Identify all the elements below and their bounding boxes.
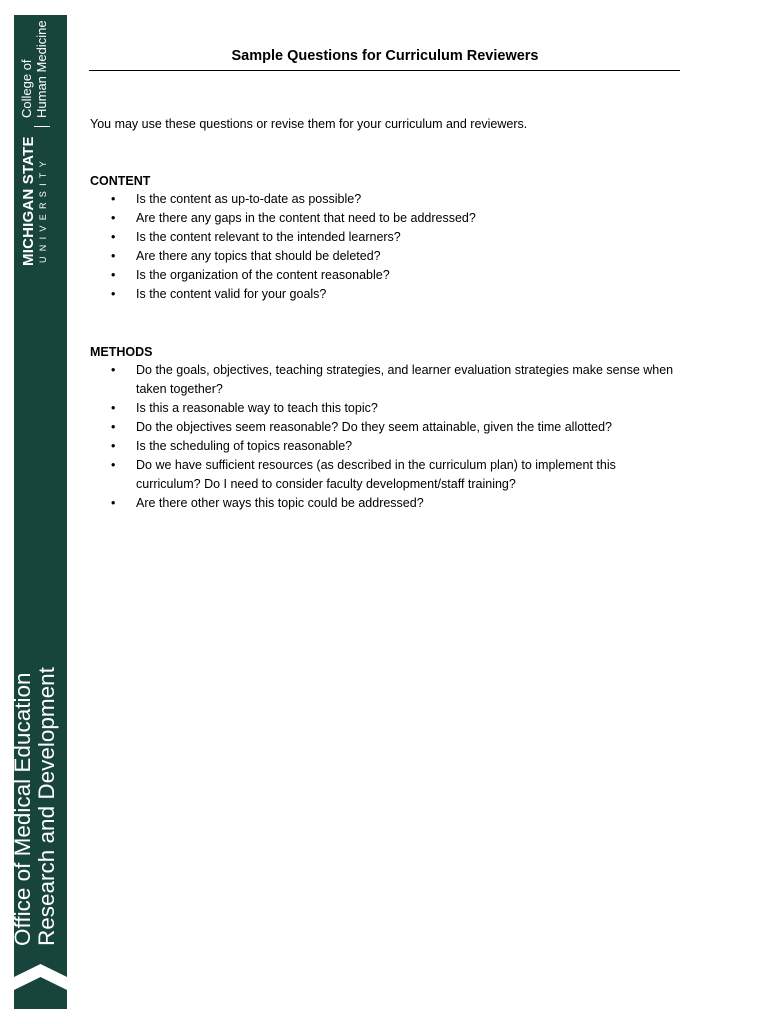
bullet: • — [111, 496, 116, 510]
methods-question-list — [90, 361, 680, 513]
list-item: • Is the content relevant to the intended learners? — [90, 228, 680, 247]
bullet: • — [111, 401, 116, 415]
logo-divider — [34, 126, 50, 127]
page-title: Sample Questions for Curriculum Reviewers — [231, 48, 539, 64]
list-item: • Are there any topics that should be deleted? — [90, 247, 680, 266]
list-item: • Are there any gaps in the content that need to be addressed? — [90, 209, 680, 228]
bullet: • — [111, 211, 116, 225]
bullet: • — [111, 420, 116, 434]
office-name-line1: Office of Medical Education — [10, 672, 35, 946]
university-name: MICHIGAN STATE — [20, 136, 37, 266]
bullet: • — [111, 192, 116, 206]
list-item: • Is the content valid for your goals? — [90, 285, 680, 304]
bullet: • — [111, 439, 116, 453]
title-rule — [89, 70, 680, 71]
college-name-line1: College of — [19, 59, 34, 118]
list-item: • Is the scheduling of topics reasonable? — [90, 437, 680, 456]
chevron-up-icon — [14, 964, 67, 1009]
bullet: • — [111, 249, 116, 263]
intro-text: You may use these questions or revise them for your curriculum and reviewers. — [90, 117, 528, 131]
content-question-list — [90, 190, 680, 304]
list-item: • Do the objectives seem reasonable? Do they seem attainable, given the time allotted? — [90, 418, 680, 437]
section-heading-content: CONTENT — [90, 174, 151, 188]
section-heading-methods: METHODS — [90, 345, 153, 359]
list-item: • Do the goals, objectives, teaching strategies, and learner evaluation strategies make sense when taken together? — [111, 363, 674, 396]
list-item: • Is the organization of the content reasonable? — [90, 266, 680, 285]
office-name-line2: Research and Development — [34, 667, 59, 946]
list-item: • Are there other ways this topic could be addressed? — [90, 494, 680, 513]
list-item: • Is this a reasonable way to teach this topic? — [90, 399, 680, 418]
college-name-line2: Human Medicine — [34, 20, 49, 118]
list-item: • Is the content as up-to-date as possible? — [90, 190, 680, 209]
bullet: • — [111, 287, 116, 301]
university-subtitle: UNIVERSITY — [38, 155, 48, 263]
bullet: • — [111, 268, 116, 282]
bullet: • — [111, 230, 116, 244]
list-item: • Do we have sufficient resources (as described in the curriculum plan) to implement this curriculum? Do I need to consider faculty development/staff training? — [111, 458, 616, 491]
bullet: • — [111, 458, 116, 472]
bullet: • — [111, 363, 116, 377]
